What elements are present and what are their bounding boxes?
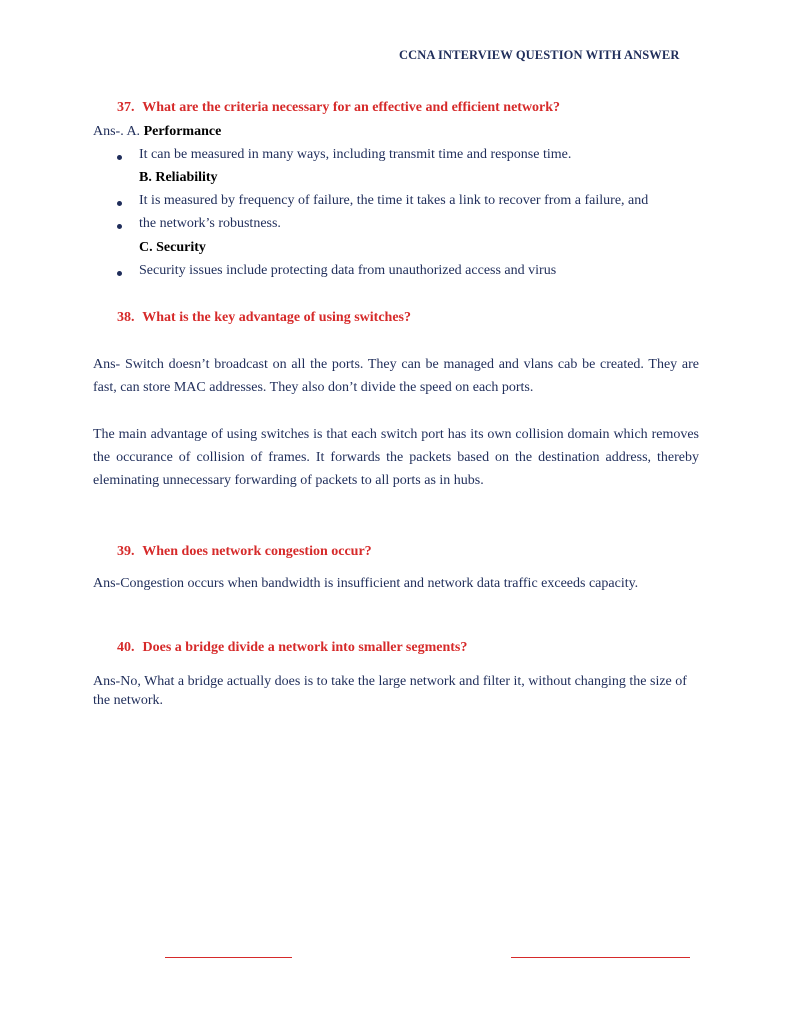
question-38-heading: [117, 310, 411, 326]
question-37-number: 37.: [117, 100, 135, 115]
bullet-icon: [117, 155, 122, 160]
answer-37-a-bullet: It can be measured in many ways, including transmit time and response time.: [139, 147, 572, 162]
answer-37-line-a: [93, 124, 221, 140]
answer-37-b-bullet-2: the network’s robustness.: [139, 216, 281, 231]
page-header-title: CCNA INTERVIEW QUESTION WITH ANSWER: [399, 48, 680, 62]
question-38-number: 38.: [117, 310, 135, 325]
answer-37-a-title: Performance: [143, 124, 222, 139]
question-37-text: What are the criteria necessary for an effective and efficient network?: [142, 100, 561, 115]
bullet-icon: [117, 271, 122, 276]
question-39-text: When does network congestion occur?: [142, 544, 372, 559]
answer-37-c-title: C. Security: [139, 240, 206, 255]
footer-right-rule: [511, 957, 690, 958]
answer-37-b-bullet-1: It is measured by frequency of failure, the time it takes a link to recover from a failure, and: [139, 193, 649, 208]
answer-39-text: Ans-Congestion occurs when bandwidth is insufficient and network data traffic exceeds capacity.: [93, 576, 639, 591]
question-39-number: 39.: [117, 544, 135, 559]
answer-37-b-title: B. Reliability: [139, 170, 218, 185]
question-38-text: What is the key advantage of using switches?: [142, 310, 411, 325]
question-39-heading: [117, 544, 372, 560]
question-40-heading: [117, 640, 467, 656]
footer-left-rule: [165, 957, 292, 958]
question-40-text: Does a bridge divide a network into smaller segments?: [142, 640, 468, 655]
bullet-icon: [117, 201, 122, 206]
answer-40-text: Ans-No, What a bridge actually does is to take the large network and filter it, without changing the size of the network.: [93, 674, 687, 708]
answer-37-prefix: Ans-. A.: [93, 124, 141, 139]
answer-37-c-bullet: Security issues include protecting data from unauthorized access and virus: [139, 263, 557, 278]
question-37-heading: [117, 100, 560, 116]
answer-38-paragraph-1: Ans- Switch doesn’t broadcast on all the ports. They can be managed and vlans cab be created. They are fast, can store MAC addresses. They also don’t divide the speed on each ports.: [93, 357, 699, 395]
answer-38-paragraph-2: The main advantage of using switches is that each switch port has its own collision domain which removes the occurance of collision of frames. It forwards the packets based on the destination address, thereby eleminating unnecessary forwarding of packets to all ports as in hubs.: [93, 427, 699, 488]
question-40-number: 40.: [117, 640, 135, 655]
bullet-icon: [117, 224, 122, 229]
